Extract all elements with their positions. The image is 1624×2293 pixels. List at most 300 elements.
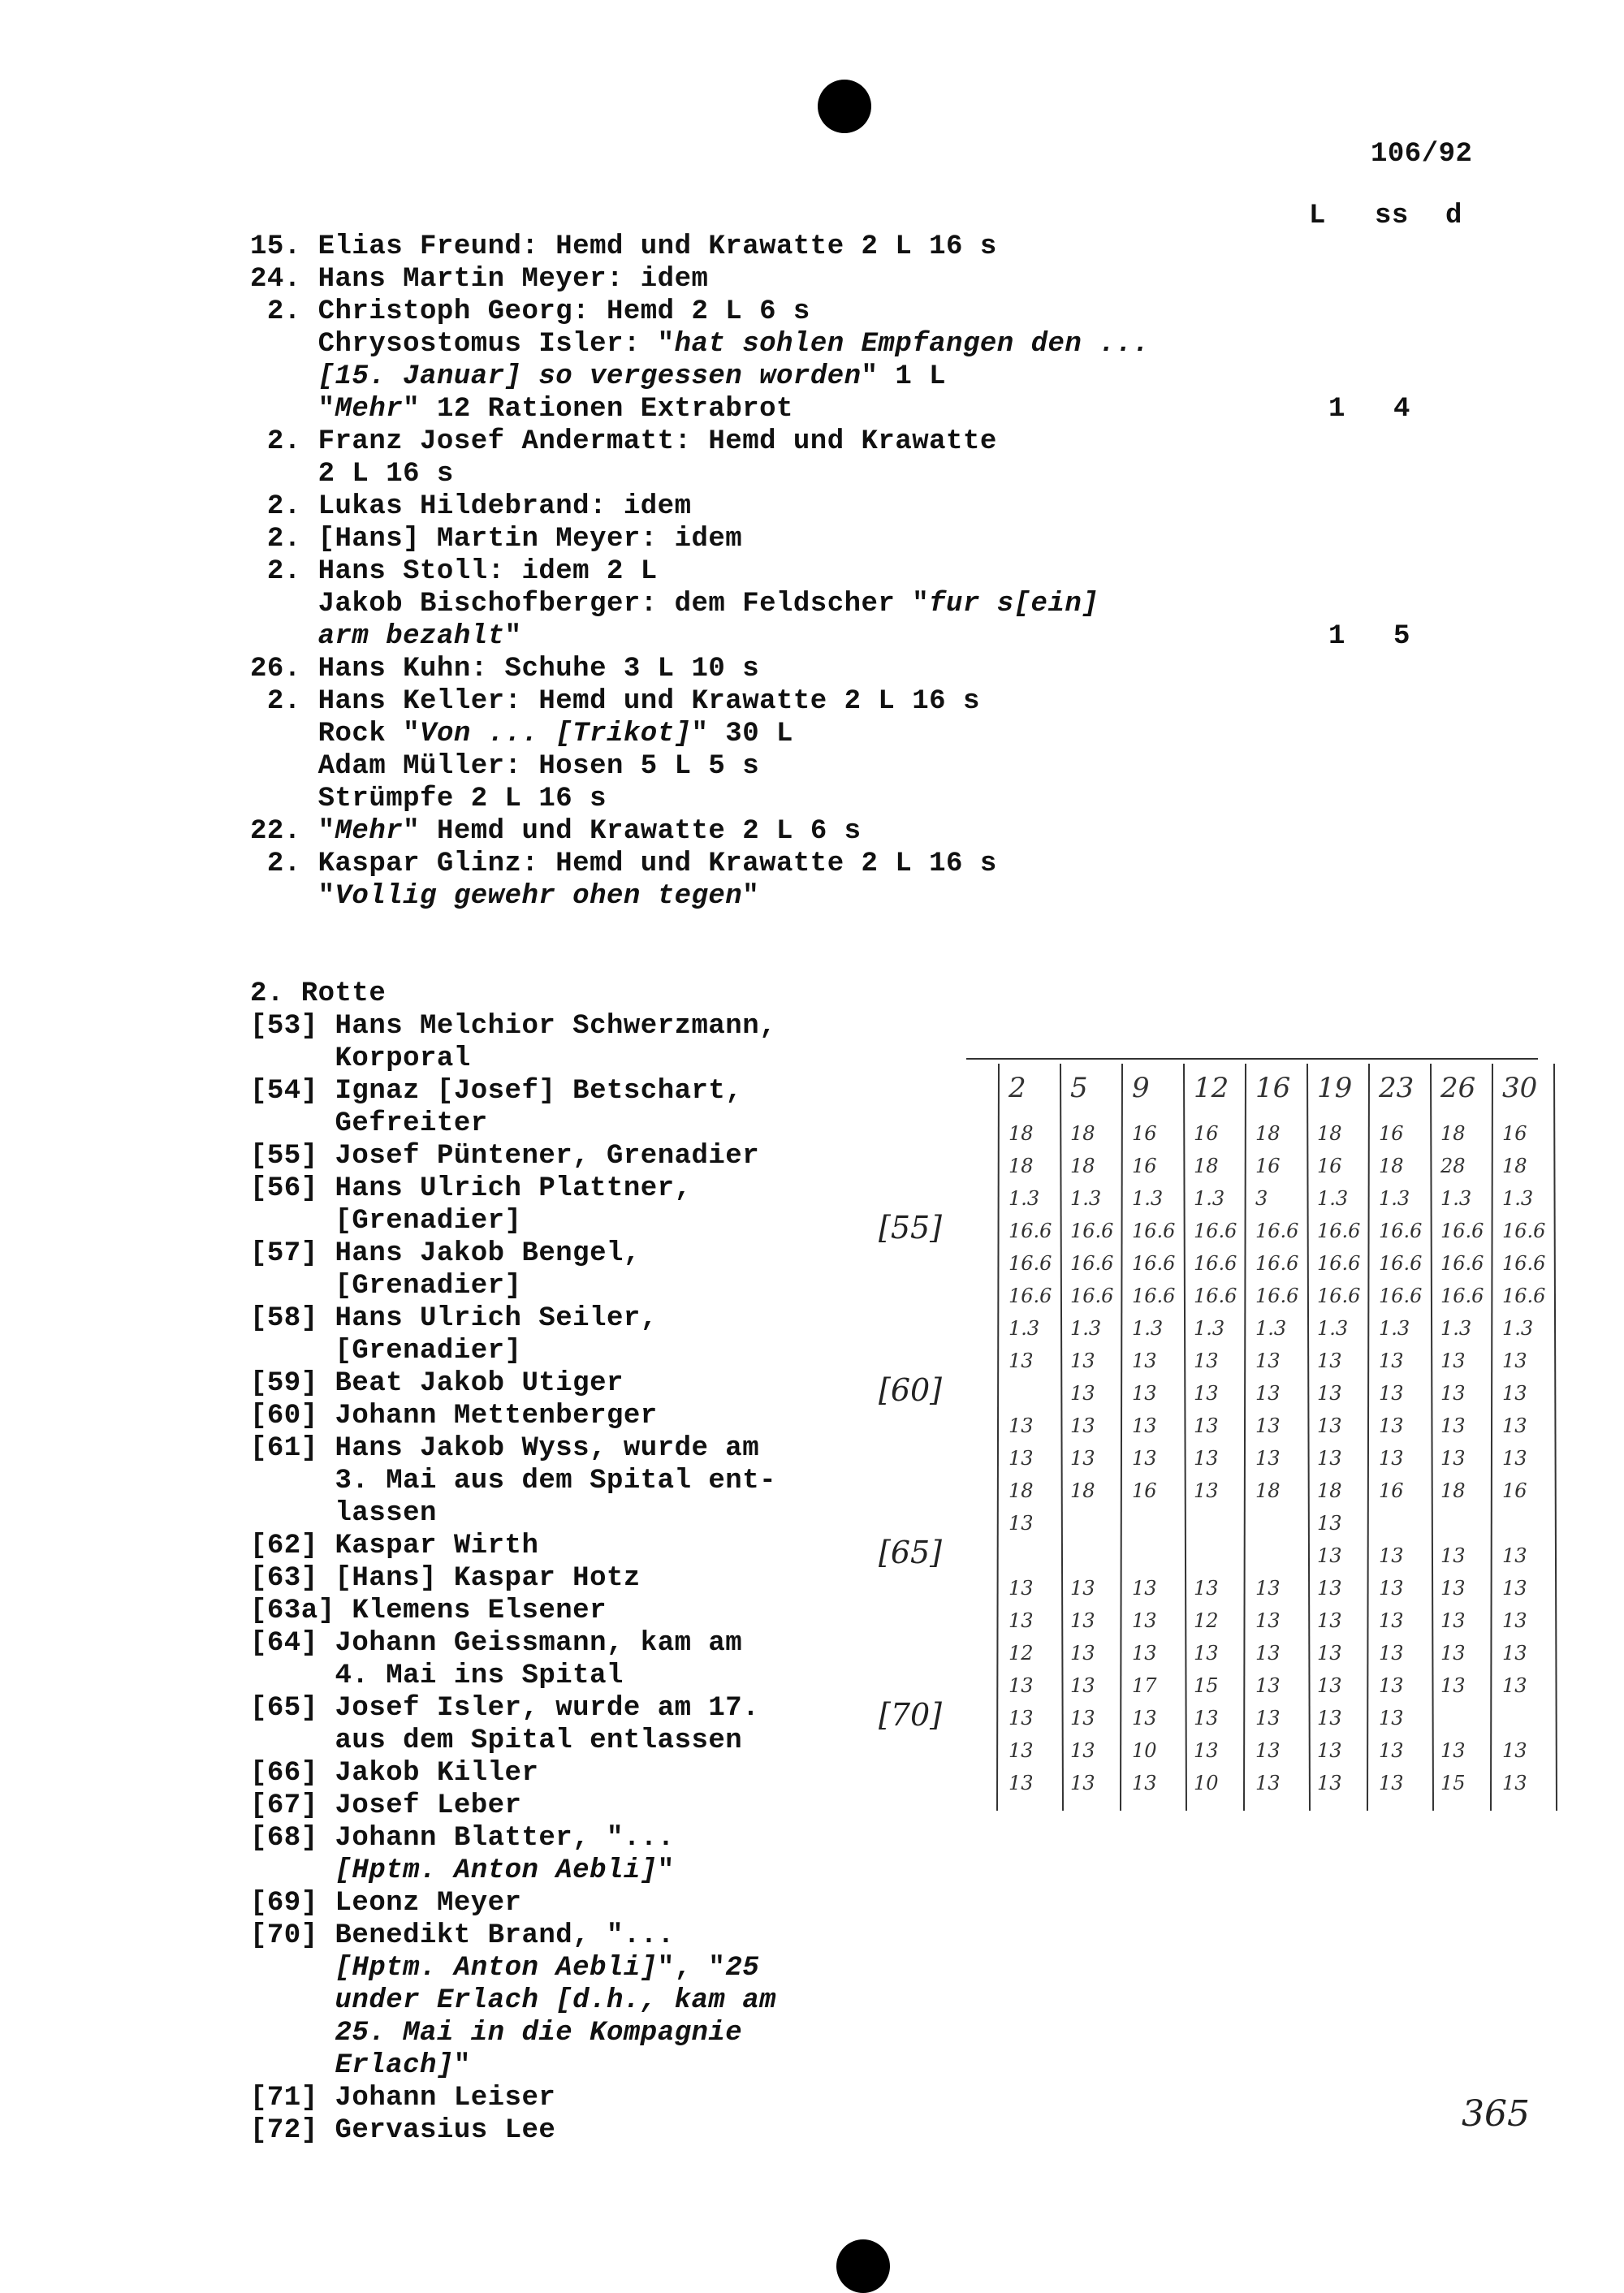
roster-line <box>250 1887 776 1919</box>
roster-text: " <box>657 1855 675 1886</box>
roster-text <box>250 2050 335 2081</box>
entry-text: fur s[ein] <box>929 589 1099 620</box>
roster-text: Schwerzmann <box>572 1011 760 1042</box>
ledger-cell: 13 <box>1194 1414 1219 1437</box>
roster-text: aus dem Spital entlassen <box>250 1725 743 1756</box>
ledger-cell: 13 <box>1132 1609 1157 1632</box>
ledger-cell: 13 <box>1440 1609 1466 1632</box>
amount-ss: 5 <box>1393 621 1410 652</box>
punch-hole-top <box>818 80 871 133</box>
roster-line <box>250 1725 776 1757</box>
ledger-cell: 16 <box>1317 1155 1342 1177</box>
ledger-cell: 13 <box>1502 1674 1527 1697</box>
ledger-cell: 13 <box>1255 1447 1281 1470</box>
roster-text: [Grenadier] <box>250 1271 522 1302</box>
entry-line <box>250 588 1150 620</box>
section-title: 2. Rotte <box>250 978 387 1009</box>
ledger-cell: 1.3 <box>1379 1187 1410 1210</box>
ledger-cell: 13 <box>1440 1544 1466 1567</box>
roster-text: Brand <box>487 1920 573 1951</box>
ledger-day-header: 16 <box>1255 1072 1291 1104</box>
ledger-cell: 13 <box>1070 1674 1095 1697</box>
ledger-cell: 13 <box>1440 1674 1466 1697</box>
roster-text: 3. Mai aus dem Spital ent- <box>250 1466 777 1496</box>
roster-text: [Grenadier] <box>250 1336 522 1367</box>
ledger-cell: 1.3 <box>1194 1187 1225 1210</box>
ledger-cell: 16.6 <box>1132 1285 1176 1307</box>
ledger-cell: 13 <box>1194 1382 1219 1405</box>
roster-text: " <box>453 2050 471 2081</box>
ledger-cell: 16.6 <box>1379 1285 1423 1307</box>
entry-text: 2. Christoph Georg: Hemd 2 L 6 s <box>250 296 810 327</box>
entry-text: 2. Kaspar Glinz: Hemd und Krawatte 2 L 16 s <box>250 849 997 879</box>
roster-text: Meyer <box>436 1888 522 1919</box>
ledger-cell: 1.3 <box>1502 1187 1534 1210</box>
entry-text: 2 L 16 s <box>250 459 454 490</box>
entry-text: " <box>504 621 522 652</box>
ledger-cell: 13 <box>1317 1349 1342 1372</box>
entry-line <box>250 263 1150 296</box>
roster-line <box>250 1790 776 1822</box>
ledger-cell: 13 <box>1009 1414 1034 1437</box>
ledger-cell: 13 <box>1440 1414 1466 1437</box>
roster-line <box>250 2049 776 2082</box>
ledger-cell: 1.3 <box>1132 1317 1164 1340</box>
ledger-cell: 13 <box>1379 1414 1404 1437</box>
entry-line <box>250 328 1150 361</box>
ledger-cell: 18 <box>1194 1155 1219 1177</box>
roster-line <box>250 1984 776 2017</box>
roster-text: [69] Leonz <box>250 1888 437 1919</box>
column-header-d: d <box>1445 201 1462 231</box>
entry-line <box>250 718 1150 750</box>
roster-text: Korporal <box>250 1043 471 1074</box>
roster-text <box>250 1985 335 2016</box>
ledger-cell: 13 <box>1379 1739 1404 1762</box>
ledger-cell: 16.6 <box>1132 1220 1176 1242</box>
roster-line <box>250 1627 776 1660</box>
entry-text: 2. [Hans] Martin Meyer: idem <box>250 524 743 555</box>
ledger-column-rule <box>997 1064 999 1811</box>
roster-text: Blatter <box>453 1823 573 1854</box>
roster-text: [58] Hans Ulrich <box>250 1303 539 1334</box>
roster-text: 4. Mai ins Spital <box>250 1660 624 1691</box>
ledger-cell: 18 <box>1070 1155 1095 1177</box>
ledger-cell: 16.6 <box>1070 1252 1114 1275</box>
ledger-cell: 15 <box>1440 1772 1466 1794</box>
ledger-cell: 13 <box>1255 1772 1281 1794</box>
ledger-cell: 18 <box>1255 1122 1281 1145</box>
ledger-cell: 1.3 <box>1255 1317 1287 1340</box>
ledger-cell: 16.6 <box>1194 1252 1237 1275</box>
ledger-cell: 13 <box>1132 1349 1157 1372</box>
ledger-cell: 13 <box>1009 1772 1034 1794</box>
ledger-cell: 13 <box>1070 1642 1095 1665</box>
roster-line <box>250 1497 776 1530</box>
handwritten-ledger <box>950 1047 1575 2022</box>
entry-line <box>250 880 1150 913</box>
ledger-cell: 16.6 <box>1379 1220 1423 1242</box>
roster-text: , Grenadier <box>572 1141 760 1172</box>
roster-text: [62] Kaspar <box>250 1531 454 1561</box>
ledger-cell: 13 <box>1440 1447 1466 1470</box>
ledger-cell: 13 <box>1317 1772 1342 1794</box>
ledger-cell: 16 <box>1502 1122 1527 1145</box>
ledger-cell: 13 <box>1255 1577 1281 1600</box>
ledger-cell: 3 <box>1255 1187 1268 1210</box>
entry-line <box>250 783 1150 815</box>
ledger-cell: 13 <box>1502 1447 1527 1470</box>
entries-list <box>250 231 1150 913</box>
ledger-cell: 13 <box>1132 1772 1157 1794</box>
roster-text: , <box>640 1303 658 1334</box>
entry-text: Strümpfe 2 L 16 s <box>250 784 607 814</box>
ledger-cell: 16.6 <box>1255 1252 1299 1275</box>
entry-text: 2. Franz Josef Andermatt: Hemd und Krawatte <box>250 426 997 457</box>
ledger-cell: 13 <box>1255 1739 1281 1762</box>
ledger-cell: 16 <box>1194 1122 1219 1145</box>
roster-line <box>250 1692 776 1725</box>
roster-text: Hotz <box>572 1563 641 1594</box>
ledger-cell: 12 <box>1194 1609 1219 1632</box>
ledger-cell: 13 <box>1009 1739 1034 1762</box>
roster-text: Leber <box>436 1790 522 1821</box>
ledger-cell: 18 <box>1009 1155 1034 1177</box>
ledger-cell: 13 <box>1194 1707 1219 1729</box>
ledger-cell: 13 <box>1317 1512 1342 1535</box>
roster-text: , "... <box>572 1823 675 1854</box>
entry-text: 2. Hans Stoll: idem 2 L <box>250 556 658 587</box>
ledger-cell: 13 <box>1132 1707 1157 1729</box>
ledger-cell: 13 <box>1255 1674 1281 1697</box>
ledger-cell: 10 <box>1132 1739 1157 1762</box>
roster-text: [65] Josef <box>250 1693 437 1724</box>
ledger-cell: 13 <box>1070 1609 1095 1632</box>
ledger-cell: 16.6 <box>1317 1220 1361 1242</box>
roster-text: 25 <box>725 1953 760 1984</box>
ledger-column-rule <box>1121 1064 1122 1811</box>
ledger-cell: 16.6 <box>1440 1285 1484 1307</box>
roster-text: Gefreiter <box>250 1108 488 1139</box>
entry-text: " 12 Rationen Extrabrot <box>403 394 793 425</box>
entry-line <box>250 425 1150 458</box>
ledger-cell: 16 <box>1255 1155 1281 1177</box>
roster-line <box>250 1140 776 1172</box>
ledger-column-rule <box>1307 1064 1310 1811</box>
roster-line <box>250 1919 776 1952</box>
ledger-cell: 13 <box>1317 1674 1342 1697</box>
roster-text: , <box>725 1076 743 1107</box>
roster-line <box>250 1530 776 1562</box>
ledger-cell: 1.3 <box>1317 1317 1349 1340</box>
entry-line <box>250 555 1150 588</box>
ledger-cell: 13 <box>1255 1414 1281 1437</box>
ledger-cell: 13 <box>1502 1544 1527 1567</box>
ledger-cell: 16.6 <box>1502 1285 1546 1307</box>
entry-text: " 1 L <box>861 361 947 392</box>
roster-text: [57] Hans Jakob <box>250 1238 522 1269</box>
ledger-cell: 18 <box>1502 1155 1527 1177</box>
handwritten-page-number: 365 <box>1462 2093 1530 2135</box>
ledger-column-rule <box>1431 1064 1433 1811</box>
ledger-cell: 13 <box>1009 1577 1034 1600</box>
roster-text: [56] Hans Ulrich <box>250 1173 539 1204</box>
roster-text: Erlach] <box>335 2050 454 2081</box>
entry-text: 24. Hans Martin Meyer: idem <box>250 264 709 295</box>
roster-text: , wurde am 17. <box>521 1693 760 1724</box>
ledger-cell: 16.6 <box>1379 1252 1423 1275</box>
ledger-cell: 1.3 <box>1502 1317 1534 1340</box>
roster-text: [70] Benedikt <box>250 1920 488 1951</box>
entry-line <box>250 296 1150 328</box>
entry-line <box>250 653 1150 685</box>
roster-text: under Erlach [d.h., kam am <box>335 1985 777 2016</box>
roster-line <box>250 1075 776 1108</box>
entry-line <box>250 361 1150 393</box>
ledger-cell: 16.6 <box>1255 1220 1299 1242</box>
ledger-cell: 13 <box>1070 1707 1095 1729</box>
roster-line <box>250 1172 776 1205</box>
roster-line <box>250 1822 776 1855</box>
ledger-cell: 13 <box>1255 1642 1281 1665</box>
roster-line <box>250 1367 776 1400</box>
entry-text: 22. " <box>250 816 335 847</box>
ledger-cell: 18 <box>1009 1479 1034 1502</box>
roster-text: , wurde am <box>590 1433 760 1464</box>
ledger-day-header: 9 <box>1132 1072 1150 1104</box>
ledger-cell: 18 <box>1317 1479 1342 1502</box>
ledger-cell: 16 <box>1379 1122 1404 1145</box>
ledger-cell: 13 <box>1379 1674 1404 1697</box>
ledger-cell: 13 <box>1317 1447 1342 1470</box>
roster-text: [71] Johann <box>250 2083 454 2114</box>
ledger-cell: 16.6 <box>1194 1220 1237 1242</box>
ledger-cell: 13 <box>1132 1642 1157 1665</box>
roster-text: [Hptm. Anton Aebli] <box>335 1855 658 1886</box>
ledger-cell: 13 <box>1070 1739 1095 1762</box>
ledger-cell: 13 <box>1502 1609 1527 1632</box>
ledger-cell: 13 <box>1009 1707 1034 1729</box>
roster-line <box>250 2017 776 2049</box>
roster-line <box>250 1757 776 1790</box>
ledger-cell: 16.6 <box>1194 1285 1237 1307</box>
entry-text: " 30 L <box>691 719 793 749</box>
column-header-l: L <box>1309 201 1326 231</box>
ledger-cell: 13 <box>1379 1707 1404 1729</box>
ledger-cell: 16.6 <box>1502 1220 1546 1242</box>
ledger-cell: 16.6 <box>1317 1285 1361 1307</box>
roster-text: [59] Beat Jakob <box>250 1368 522 1399</box>
ledger-cell: 18 <box>1255 1479 1281 1502</box>
roster-text: [63] [Hans] Kaspar <box>250 1563 573 1594</box>
entry-line <box>250 620 1150 653</box>
ledger-column-rule <box>1491 1064 1492 1811</box>
entry-text: " Hemd und Krawatte 2 L 6 s <box>403 816 862 847</box>
ledger-cell: 13 <box>1194 1349 1219 1372</box>
entry-text: Chrysostomus Isler: " <box>250 329 675 360</box>
ledger-cell: 13 <box>1009 1609 1034 1632</box>
ledger-column-rule <box>1554 1064 1557 1811</box>
ledger-cell: 17 <box>1132 1674 1157 1697</box>
ledger-cell: 13 <box>1440 1642 1466 1665</box>
page-reference: 106/92 <box>1371 139 1473 170</box>
ledger-cell: 16.6 <box>1440 1220 1484 1242</box>
ledger-cell: 13 <box>1317 1414 1342 1437</box>
ledger-cell: 10 <box>1194 1772 1219 1794</box>
ledger-cell: 16.6 <box>1009 1220 1052 1242</box>
ledger-cell: 1.3 <box>1379 1317 1410 1340</box>
entry-text: " <box>250 881 335 912</box>
ledger-row-marker: [70] <box>879 1697 943 1733</box>
ledger-cell: 13 <box>1194 1479 1219 1502</box>
roster-text: ", " <box>657 1953 726 1984</box>
entry-line <box>250 685 1150 718</box>
roster-text: Lee <box>504 2115 556 2146</box>
ledger-day-header: 30 <box>1502 1072 1538 1104</box>
roster-text: Seiler <box>538 1303 641 1334</box>
roster-text: [64] Johann <box>250 1628 454 1659</box>
ledger-cell: 13 <box>1070 1349 1095 1372</box>
roster-text: , "... <box>572 1920 675 1951</box>
entry-line <box>250 490 1150 523</box>
ledger-cell: 13 <box>1379 1447 1404 1470</box>
roster-line <box>250 1952 776 1984</box>
roster-text: [68] Johann <box>250 1823 454 1854</box>
ledger-cell: 16.6 <box>1070 1285 1114 1307</box>
roster-line <box>250 1270 776 1302</box>
entry-text: 15. Elias Freund: Hemd und Krawatte 2 L 16 s <box>250 231 997 262</box>
roster-text <box>250 1953 335 1984</box>
roster-text: , kam am <box>606 1628 743 1659</box>
roster-text <box>250 1855 335 1886</box>
ledger-cell: 18 <box>1317 1122 1342 1145</box>
ledger-cell: 13 <box>1502 1739 1527 1762</box>
entry-line <box>250 393 1150 425</box>
ledger-cell: 16.6 <box>1009 1252 1052 1275</box>
ledger-cell: 13 <box>1379 1349 1404 1372</box>
ledger-day-header: 26 <box>1440 1072 1476 1104</box>
ledger-row-marker: [60] <box>879 1372 943 1408</box>
roster-text: lassen <box>250 1498 437 1529</box>
amount-l: 1 <box>1328 621 1345 652</box>
roster-text: [54] Ignaz [Josef] <box>250 1076 573 1107</box>
ledger-cell: 1.3 <box>1009 1317 1040 1340</box>
ledger-cell: 1.3 <box>1440 1317 1472 1340</box>
ledger-cell: 16 <box>1132 1155 1157 1177</box>
roster-text: Elsener <box>487 1596 607 1626</box>
roster-line <box>250 1010 776 1043</box>
ledger-cell: 13 <box>1379 1642 1404 1665</box>
entry-text: Mehr <box>335 394 404 425</box>
ledger-cell: 1.3 <box>1440 1187 1472 1210</box>
roster-list <box>250 1010 776 2147</box>
ledger-cell: 12 <box>1009 1642 1034 1665</box>
ledger-cell: 16.6 <box>1502 1252 1546 1275</box>
ledger-row-marker: [65] <box>879 1535 943 1570</box>
ledger-cell: 13 <box>1502 1642 1527 1665</box>
ledger-column-rule <box>1184 1064 1186 1811</box>
entry-text: Mehr <box>335 816 404 847</box>
ledger-cell: 13 <box>1440 1577 1466 1600</box>
roster-text: Geissmann <box>453 1628 607 1659</box>
ledger-cell: 13 <box>1379 1544 1404 1567</box>
ledger-cell: 13 <box>1502 1382 1527 1405</box>
entry-line <box>250 523 1150 555</box>
entry-text: 2. Hans Keller: Hemd und Krawatte 2 L 16 s <box>250 686 980 717</box>
ledger-cell: 18 <box>1070 1479 1095 1502</box>
ledger-cell: 18 <box>1379 1155 1404 1177</box>
roster-text: [55] Josef <box>250 1141 437 1172</box>
roster-line <box>250 1432 776 1465</box>
ledger-cell: 13 <box>1317 1609 1342 1632</box>
ledger-cell: 13 <box>1317 1382 1342 1405</box>
ledger-cell: 13 <box>1317 1739 1342 1762</box>
ledger-cell: 1.3 <box>1194 1317 1225 1340</box>
entry-text <box>250 621 318 652</box>
ledger-day-header: 5 <box>1070 1072 1088 1104</box>
roster-text: Leiser <box>453 2083 556 2114</box>
ledger-cell: 16 <box>1502 1479 1527 1502</box>
ledger-cell: 16 <box>1132 1122 1157 1145</box>
ledger-day-header: 2 <box>1009 1072 1026 1104</box>
roster-line <box>250 1855 776 1887</box>
entry-text: Vollig gewehr ohen tegen <box>335 881 743 912</box>
roster-line <box>250 1302 776 1335</box>
ledger-cell: 13 <box>1070 1382 1095 1405</box>
roster-text: Utiger <box>521 1368 624 1399</box>
amount-l: 1 <box>1328 394 1345 425</box>
ledger-cell: 15 <box>1194 1674 1219 1697</box>
entry-line <box>250 750 1150 783</box>
entry-text: Adam Müller: Hosen 5 L 5 s <box>250 751 760 782</box>
entry-line <box>250 815 1150 848</box>
ledger-cell: 13 <box>1255 1382 1281 1405</box>
ledger-cell: 16 <box>1132 1479 1157 1502</box>
ledger-cell: 13 <box>1132 1577 1157 1600</box>
ledger-cell: 13 <box>1502 1349 1527 1372</box>
ledger-cell: 13 <box>1317 1642 1342 1665</box>
column-header-ss: ss <box>1375 201 1409 231</box>
roster-line <box>250 2114 776 2147</box>
ledger-cell: 13 <box>1255 1609 1281 1632</box>
ledger-cell: 13 <box>1070 1447 1095 1470</box>
roster-line <box>250 1108 776 1140</box>
ledger-cell: 13 <box>1379 1609 1404 1632</box>
ledger-cell: 18 <box>1070 1122 1095 1145</box>
roster-text: , <box>623 1238 641 1269</box>
ledger-cell: 1.3 <box>1009 1187 1040 1210</box>
roster-text: Killer <box>436 1758 539 1789</box>
ledger-cell: 13 <box>1194 1642 1219 1665</box>
ledger-row-marker: [55] <box>879 1210 943 1246</box>
roster-text: Isler <box>436 1693 522 1724</box>
amount-ss: 4 <box>1393 394 1410 425</box>
roster-text: Wirth <box>453 1531 539 1561</box>
entry-line <box>250 458 1150 490</box>
ledger-cell: 13 <box>1194 1577 1219 1600</box>
roster-text: [61] Hans Jakob <box>250 1433 522 1464</box>
entry-text: 26. Hans Kuhn: Schuhe 3 L 10 s <box>250 654 760 684</box>
ledger-cell: 16.6 <box>1009 1285 1052 1307</box>
roster-line <box>250 1335 776 1367</box>
roster-line <box>250 1465 776 1497</box>
ledger-cell: 18 <box>1440 1122 1466 1145</box>
roster-text: , <box>759 1011 777 1042</box>
roster-text: Plattner <box>538 1173 675 1204</box>
roster-text: [60] Johann <box>250 1401 454 1432</box>
roster-line <box>250 1562 776 1595</box>
ledger-cell: 13 <box>1502 1772 1527 1794</box>
